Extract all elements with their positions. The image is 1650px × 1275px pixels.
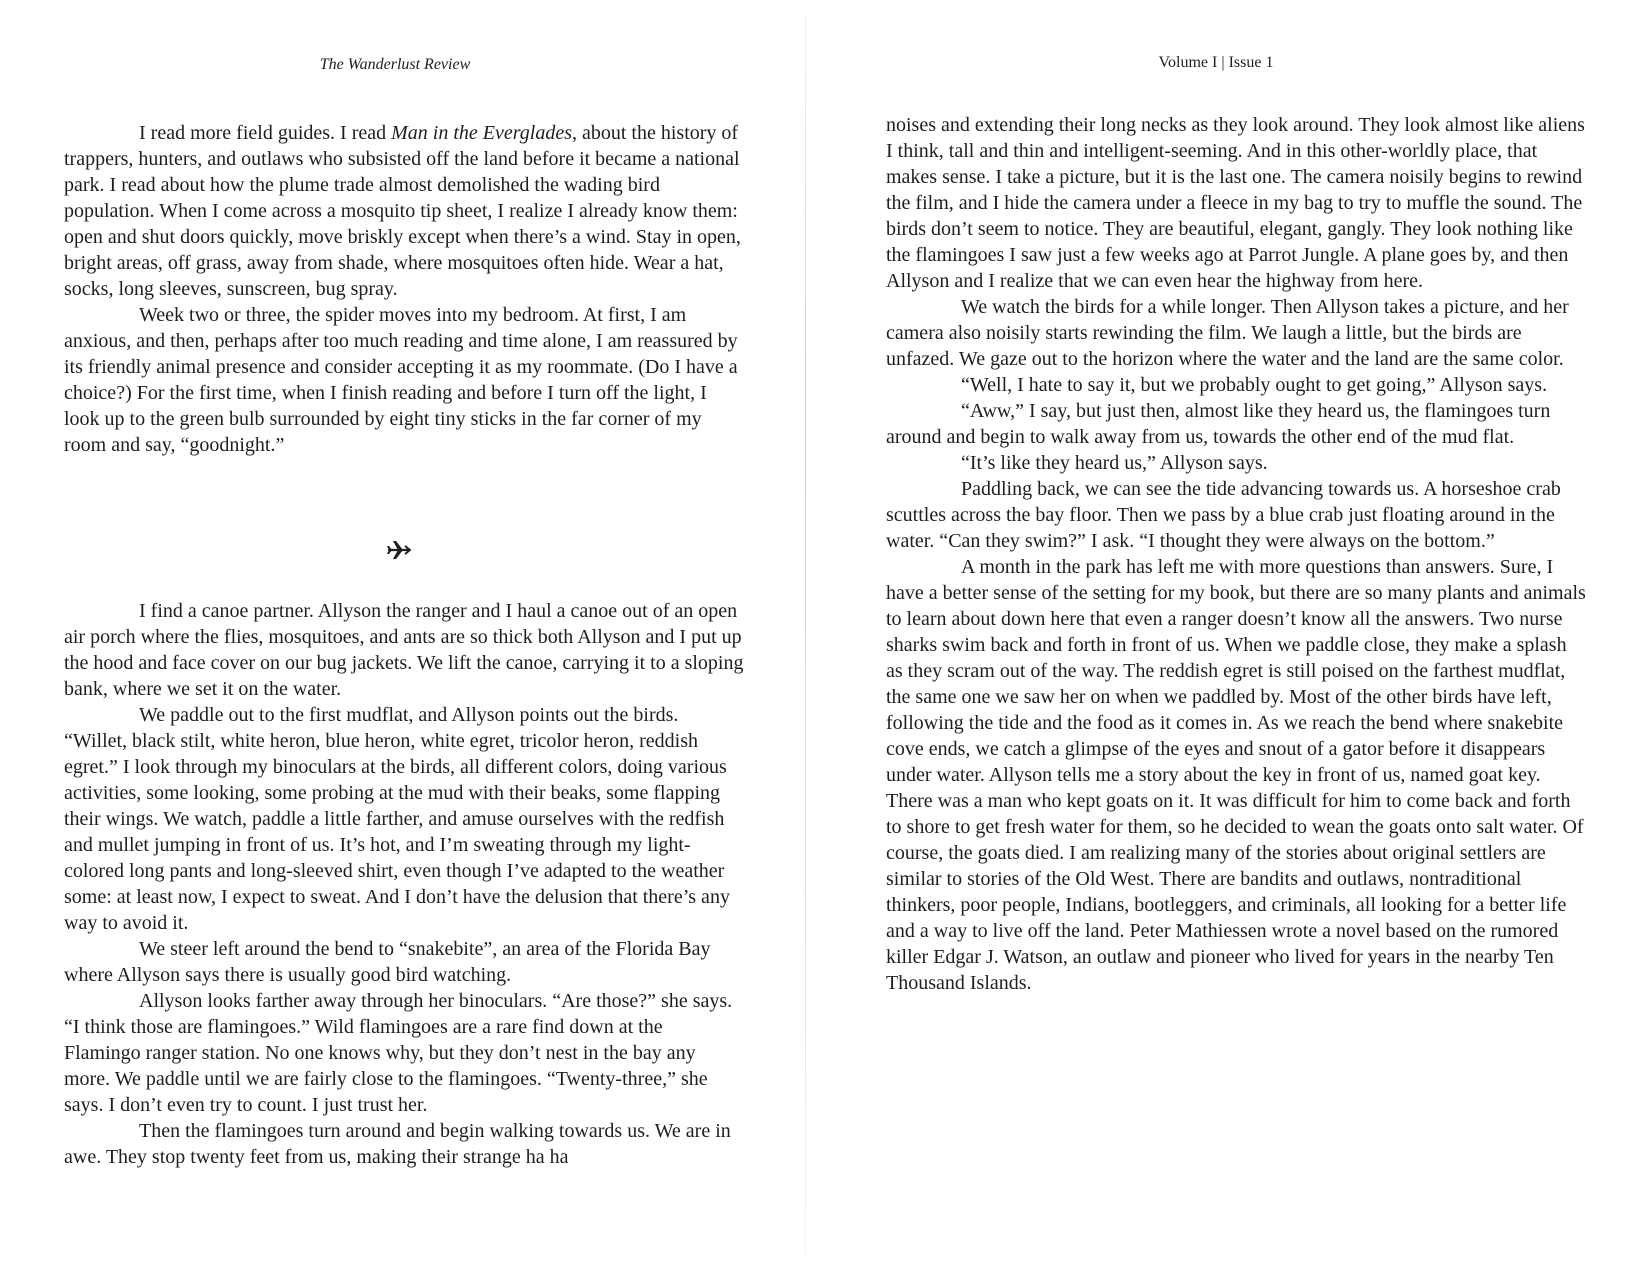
text-run: Allyson looks farther away through her binoculars. “Are those?” she says. “I think those are flamingoes.” Wild flamingoes are a rare find down at the Flamingo ranger station. No one knows why, but they don’t nest in the bay any more. We paddle until we are fairly close to the flamingoes. “Twenty-three,” she says. I don’t even try to count. I just trust her. <box>64 990 733 1116</box>
text-run: We watch the birds for a while longer. Then Allyson takes a picture, and her camera also noisily starts rewinding the film. We laugh a little, but the birds are unfazed. We gaze out to the horizon where the water and the land are the same color. <box>886 296 1569 370</box>
text-run: Then the flamingoes turn around and begin walking towards us. We are in awe. They stop twenty feet from us, making their strange ha ha <box>64 1120 731 1168</box>
paragraph <box>886 112 1586 294</box>
text-run: “Well, I hate to say it, but we probably ought to get going,” Allyson says. <box>961 374 1548 396</box>
text-run: Week two or three, the spider moves into my bedroom. At first, I am anxious, and then, perhaps after too much reading and time alone, I am reassured by its friendly animal presence and consider accepting it as my roommate. (Do I have a choice?) For the first time, when I finish reading and before I turn off the light, I look up to the green bulb surrounded by eight tiny sticks in the far corner of my room and say, “goodnight.” <box>64 304 738 456</box>
right-page <box>810 0 1650 1275</box>
book-gutter <box>805 15 806 1255</box>
paragraph <box>886 554 1586 996</box>
text-run: We steer left around the bend to “snakebite”, an area of the Florida Bay where Allyson says there is usually good bird watching. <box>64 938 711 986</box>
paragraph <box>886 372 1586 398</box>
paragraph <box>64 702 744 936</box>
text-run: I read more field guides. I read <box>139 122 392 144</box>
running-head-left: The Wanderlust Review <box>319 56 471 73</box>
paragraph <box>64 302 744 458</box>
paragraph <box>886 476 1586 554</box>
text-run: , about the history of trappers, hunters, and outlaws who subsisted off the land before it became a national park. I read about how the plume trade almost demolished the wading bird population. When I come across a mosquito tip sheet, I realize I already know them: open and shut doors quickly, move briskly except when there’s a wind. Stay in open, bright areas, off grass, away from shade, where mosquitoes often hide. Wear a hat, socks, long sleeves, sunscreen, bug spray. <box>64 122 741 300</box>
right-text-block <box>886 112 1586 996</box>
text-run: “It’s like they heard us,” Allyson says. <box>961 452 1268 474</box>
paragraph <box>64 1118 744 1170</box>
left-page <box>0 0 800 1275</box>
paragraph <box>886 450 1586 476</box>
airplane-icon <box>384 535 414 565</box>
left-text-block-1 <box>64 120 744 458</box>
running-head-right: Volume I | Issue 1 <box>1158 54 1274 71</box>
text-run: noises and extending their long necks as they look around. They look almost like aliens I think, tall and thin and intelligent-seeming. And in this other-worldly place, that makes sense. I take a picture, but it is the last one. The camera noisily begins to rewind the film, and I hide the camera under a fleece in my bag to try to muffle the sound. The birds don’t seem to notice. They are beautiful, elegant, gangly. They look nothing like the flamingoes I saw just a few weeks ago at Parrot Jungle. A plane goes by, and then Allyson and I realize that we can even hear the highway from here. <box>886 114 1585 292</box>
text-run: “Aww,” I say, but just then, almost like they heard us, the flamingoes turn around and begin to walk away from us, towards the other end of the mud flat. <box>886 400 1551 448</box>
paragraph <box>64 936 744 988</box>
left-text-block-2 <box>64 598 744 1170</box>
italic-title: Man in the Everglades <box>391 122 572 144</box>
text-run: Paddling back, we can see the tide advancing towards us. A horseshoe crab scuttles across the bay floor. Then we pass by a blue crab just floating around in the water. “Can they swim?” I ask. “I thought they were always on the bottom.” <box>886 478 1561 552</box>
paragraph <box>64 120 744 302</box>
paragraph <box>64 598 744 702</box>
paragraph <box>886 294 1586 372</box>
paragraph <box>886 398 1586 450</box>
text-run: A month in the park has left me with more questions than answers. Sure, I have a better sense of the setting for my book, but there are so many plants and animals to learn about down here that even a ranger doesn’t know all the answers. Two nurse sharks swim back and forth in front of us. When we paddle close, they make a splash as they scram out of the way. The reddish egret is still poised on the farthest mudflat, the same one we saw her on when we paddled by. Most of the other birds have left, following the tide and the food as it comes in. As we reach the bend where snakebite cove ends, we catch a glimpse of the eyes and snout of a gator before it disappears under water. Allyson tells me a story about the key in front of us, named goat key. There was a man who kept goats on it. It was difficult for him to come back and forth to shore to get fresh water for them, so he decided to wean the goats onto salt water. Of course, the goats died. I am realizing many of the stories about original settlers are similar to stories of the Old West. There are bandits and outlaws, nontraditional thinkers, poor people, Indians, bootleggers, and criminals, all looking for a better life and a way to live off the land. Peter Mathiessen wrote a novel based on the rumored killer Edgar J. Watson, an outlaw and pioneer who lived for years in the nearby Ten Thousand Islands. <box>886 556 1586 994</box>
paragraph <box>64 988 744 1118</box>
text-run: I find a canoe partner. Allyson the ranger and I haul a canoe out of an open air porch where the flies, mosquitoes, and ants are so thick both Allyson and I put up the hood and face cover on our bug jackets. We lift the canoe, carrying it to a sloping bank, where we set it on the water. <box>64 600 744 700</box>
text-run: We paddle out to the first mudflat, and Allyson points out the birds. “Willet, black stilt, white heron, blue heron, white egret, tricolor heron, reddish egret.” I look through my binoculars at the birds, all different colors, doing various activities, some looking, some probing at the mud with their beaks, some flapping their wings. We watch, paddle a little farther, and amuse ourselves with the redfish and mullet jumping in front of us. It’s hot, and I’m sweating through my light-colored long pants and long-sleeved shirt, even though I’ve adapted to the weather some: at least now, I expect to sweat. And I don’t have the delusion that there’s any way to avoid it. <box>64 704 730 934</box>
